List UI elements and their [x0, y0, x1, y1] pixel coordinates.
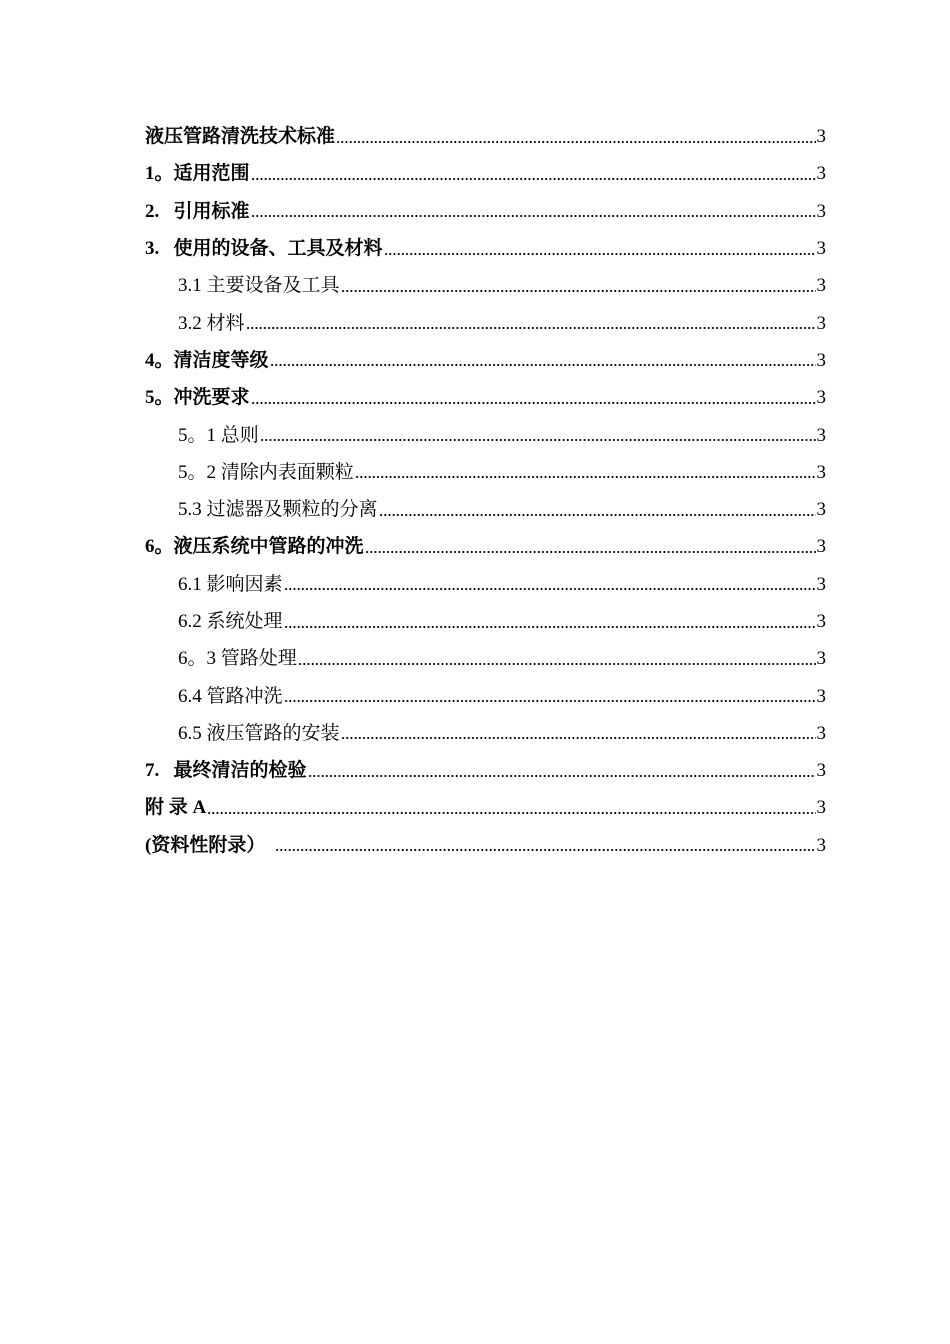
toc-entry-title: 3.1 主要设备及工具: [178, 275, 340, 297]
toc-dot-leader: [284, 698, 816, 704]
toc-entry-page: 3: [816, 200, 826, 222]
toc-dot-leader: [251, 400, 816, 406]
toc-entry-page: 3: [816, 722, 826, 744]
toc-entry-title: 6。液压系统中管路的冲洗: [145, 536, 364, 558]
toc-dot-leader: [341, 288, 816, 294]
toc-dot-leader: [251, 213, 816, 219]
toc-entry[interactable]: [145, 416, 826, 453]
toc-entry-title: 6.1 影响因素: [178, 573, 283, 595]
toc-entry-page: 3: [816, 312, 826, 334]
toc-entry-title: 5。2 清除内表面颗粒: [178, 461, 354, 483]
toc-entry-title: 6.5 液压管路的安装: [178, 722, 340, 744]
toc-entry-title: 7. 最终清洁的检验: [145, 760, 307, 782]
toc-entry[interactable]: [145, 640, 826, 677]
toc-dot-leader: [246, 325, 816, 331]
toc-entry[interactable]: [145, 193, 826, 230]
toc-entry[interactable]: [145, 789, 826, 826]
toc-entry-page: 3: [816, 834, 826, 856]
toc-entry-title: 5。1 总则: [178, 424, 259, 446]
toc-entry[interactable]: [145, 752, 826, 789]
toc-dot-leader: [284, 624, 816, 630]
toc-entry-page: 3: [816, 760, 826, 782]
toc-dot-leader: [298, 661, 816, 667]
toc-entry[interactable]: [145, 603, 826, 640]
toc-entry-page: 3: [816, 387, 826, 409]
toc-entry-title: 1。适用范围: [145, 163, 250, 185]
toc-entry[interactable]: [145, 342, 826, 379]
toc-entry-page: 3: [816, 685, 826, 707]
toc-entry-page: 3: [816, 126, 826, 148]
toc-dot-leader: [336, 139, 815, 145]
table-of-contents: [145, 118, 826, 864]
toc-entry-title: 2. 引用标准: [145, 200, 250, 222]
toc-entry-title: 6.4 管路冲洗: [178, 685, 283, 707]
toc-entry[interactable]: [145, 566, 826, 603]
toc-entry[interactable]: [145, 827, 826, 864]
toc-entry-page: 3: [816, 797, 826, 819]
toc-entry-title: 3. 使用的设备、工具及材料: [145, 238, 383, 260]
toc-entry[interactable]: [145, 155, 826, 192]
toc-entry[interactable]: [145, 677, 826, 714]
toc-entry-page: 3: [816, 611, 826, 632]
toc-entry-title: 3.2 材料: [178, 312, 245, 334]
toc-entry-title: 6.2 系统处理: [178, 611, 283, 632]
toc-dot-leader: [384, 251, 816, 257]
toc-entry[interactable]: [145, 267, 826, 304]
toc-entry[interactable]: [145, 528, 826, 565]
toc-entry[interactable]: [145, 454, 826, 491]
toc-dot-leader: [284, 586, 816, 592]
toc-entry-page: 3: [816, 238, 826, 260]
toc-dot-leader: [270, 362, 816, 368]
toc-entry-title: (资料性附录）: [145, 834, 266, 856]
toc-dot-leader: [341, 735, 816, 741]
toc-entry-title: 5。冲洗要求: [145, 387, 250, 409]
toc-dot-leader: [275, 847, 815, 853]
toc-entry-page: 3: [816, 536, 826, 558]
toc-entry[interactable]: [145, 304, 826, 341]
toc-dot-leader: [379, 512, 816, 518]
toc-entry-title: 液压管路清洗技术标准: [145, 126, 336, 148]
toc-entry-title: 附 录 A: [145, 797, 207, 819]
toc-dot-leader: [260, 437, 816, 443]
toc-entry-page: 3: [816, 163, 826, 185]
toc-entry-page: 3: [816, 424, 826, 446]
toc-entry[interactable]: [145, 230, 826, 267]
toc-entry-page: 3: [816, 461, 826, 483]
toc-entry-title: 5.3 过滤器及颗粒的分离: [178, 499, 378, 521]
toc-entry-page: 3: [816, 275, 826, 297]
toc-dot-leader: [308, 773, 816, 779]
toc-entry-page: 3: [816, 499, 826, 521]
toc-entry-title: 4。清洁度等级: [145, 349, 269, 371]
toc-entry-page: 3: [816, 573, 826, 595]
toc-dot-leader: [355, 474, 816, 480]
toc-entry[interactable]: [145, 715, 826, 752]
toc-dot-leader: [251, 176, 816, 182]
toc-entry[interactable]: [145, 491, 826, 528]
toc-entry-page: 3: [816, 648, 826, 670]
toc-entry[interactable]: [145, 118, 826, 155]
toc-dot-leader: [207, 810, 815, 816]
toc-entry-title: 6。3 管路处理: [178, 648, 297, 670]
toc-entry[interactable]: [145, 379, 826, 416]
toc-dot-leader: [365, 549, 816, 555]
toc-entry-page: 3: [816, 349, 826, 371]
